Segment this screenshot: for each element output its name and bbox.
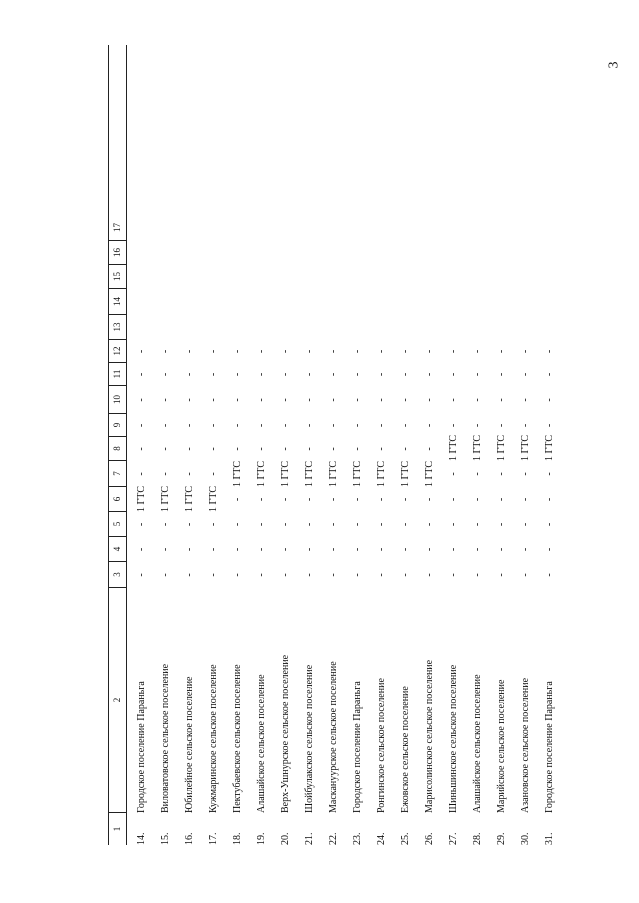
- row-number: 23.: [352, 832, 363, 845]
- cell-col-10: -: [328, 398, 339, 402]
- settlement-name: Шойбулакское сельское поселение: [304, 664, 315, 813]
- cell-col-3: -: [376, 573, 387, 577]
- header-col-15: 15: [109, 265, 126, 289]
- cell-col-4: -: [208, 547, 219, 552]
- cell-col-6: -: [376, 497, 387, 502]
- header-col-11: 11: [109, 363, 126, 386]
- header-col-1: 1: [112, 826, 122, 832]
- cell-col-8: -: [280, 447, 291, 451]
- cell-col-6: -: [544, 497, 555, 502]
- cell-col-11: -: [256, 372, 267, 377]
- cell-col-3: -: [448, 573, 459, 577]
- cell-col-4: -: [184, 547, 195, 552]
- cell-col-3: -: [472, 573, 483, 577]
- header-col-13: 13: [109, 315, 126, 340]
- settlement-name: Ронгинское сельское поселение: [376, 678, 387, 813]
- cell-col-11: -: [352, 372, 363, 377]
- table-row: [322, 45, 346, 845]
- header-col-17: 17: [109, 215, 126, 241]
- table-row: [514, 45, 538, 845]
- cell-col-12: -: [400, 349, 411, 354]
- cell-col-5: -: [160, 522, 171, 527]
- row-number: 14.: [136, 832, 147, 845]
- cell-col-7: -: [184, 472, 195, 476]
- cell-col-5: -: [280, 522, 291, 527]
- cell-col-6: -: [520, 497, 531, 502]
- cell-col-5: -: [496, 522, 507, 527]
- cell-col-6: -: [496, 497, 507, 502]
- cell-col-5: -: [376, 522, 387, 527]
- cell-col-6: 1 ГТС: [136, 485, 147, 512]
- cell-col-3: -: [496, 573, 507, 577]
- cell-col-10: -: [184, 398, 195, 402]
- cell-col-7: -: [136, 472, 147, 476]
- settlement-name: Юбилейное сельское поселение: [184, 676, 195, 813]
- cell-col-3: -: [352, 573, 363, 577]
- settlement-name: Маскануурское сельское поселение: [328, 661, 339, 813]
- table-row: [178, 45, 202, 845]
- cell-col-10: -: [400, 398, 411, 402]
- cell-col-8: 1 ГТС: [472, 434, 483, 461]
- cell-col-3: -: [256, 573, 267, 577]
- cell-col-9: -: [472, 423, 483, 428]
- settlement-name: Городское поселение Параньга: [352, 681, 363, 813]
- cell-col-10: -: [424, 398, 435, 402]
- cell-col-6: -: [328, 497, 339, 502]
- row-number: 19.: [256, 832, 267, 845]
- cell-col-8: -: [424, 447, 435, 451]
- cell-col-5: -: [520, 522, 531, 527]
- cell-col-4: -: [304, 547, 315, 552]
- table-row: [538, 45, 562, 845]
- cell-col-4: -: [280, 547, 291, 552]
- table-row: [370, 45, 394, 845]
- cell-col-10: -: [376, 398, 387, 402]
- row-number: 22.: [328, 832, 339, 845]
- cell-col-12: -: [352, 349, 363, 354]
- settlement-name: Верх-Ушнурское сельское поселение: [280, 654, 291, 813]
- cell-col-9: -: [232, 423, 243, 428]
- cell-col-12: -: [136, 349, 147, 354]
- table-row: [394, 45, 418, 845]
- cell-col-9: -: [376, 423, 387, 428]
- cell-col-4: -: [376, 547, 387, 552]
- table-row: [466, 45, 490, 845]
- table-row: [154, 45, 178, 845]
- cell-col-8: -: [184, 447, 195, 451]
- cell-col-9: -: [208, 423, 219, 428]
- table-row: [490, 45, 514, 845]
- cell-col-4: -: [232, 547, 243, 552]
- cell-col-12: -: [208, 349, 219, 354]
- cell-col-4: -: [400, 547, 411, 552]
- cell-col-10: -: [160, 398, 171, 402]
- row-number: 18.: [232, 832, 243, 845]
- row-number: 20.: [280, 832, 291, 845]
- cell-col-7: 1 ГТС: [256, 460, 267, 487]
- cell-col-4: -: [256, 547, 267, 552]
- cell-col-11: -: [208, 372, 219, 377]
- cell-col-11: -: [304, 372, 315, 377]
- header-col-12: 12: [109, 340, 126, 363]
- cell-col-9: -: [256, 423, 267, 428]
- cell-col-4: -: [496, 547, 507, 552]
- cell-col-12: -: [544, 349, 555, 354]
- cell-col-11: -: [448, 372, 459, 377]
- header-col-9: 9: [109, 414, 126, 437]
- cell-col-7: -: [448, 472, 459, 476]
- cell-col-4: -: [328, 547, 339, 552]
- cell-col-6: -: [304, 497, 315, 502]
- cell-col-12: -: [280, 349, 291, 354]
- cell-col-6: -: [280, 497, 291, 502]
- table-row: [202, 45, 226, 845]
- cell-col-12: -: [304, 349, 315, 354]
- cell-col-5: -: [424, 522, 435, 527]
- row-number: 31.: [544, 832, 555, 845]
- cell-col-5: -: [400, 522, 411, 527]
- cell-col-11: -: [376, 372, 387, 377]
- row-number: 17.: [208, 832, 219, 845]
- cell-col-10: -: [520, 398, 531, 402]
- cell-col-8: -: [208, 447, 219, 451]
- cell-col-9: -: [328, 423, 339, 428]
- cell-col-7: 1 ГТС: [304, 460, 315, 487]
- table-row: [250, 45, 274, 845]
- header-col-16: 16: [109, 241, 126, 265]
- cell-col-9: -: [520, 423, 531, 428]
- cell-col-9: -: [352, 423, 363, 428]
- cell-col-6: -: [232, 497, 243, 502]
- cell-col-5: -: [256, 522, 267, 527]
- cell-col-3: -: [160, 573, 171, 577]
- cell-col-8: -: [256, 447, 267, 451]
- row-number: 30.: [520, 832, 531, 845]
- cell-col-8: -: [352, 447, 363, 451]
- cell-col-12: -: [520, 349, 531, 354]
- row-number: 29.: [496, 832, 507, 845]
- cell-col-7: 1 ГТС: [232, 460, 243, 487]
- cell-col-8: -: [160, 447, 171, 451]
- cell-col-3: -: [544, 573, 555, 577]
- cell-col-11: -: [544, 372, 555, 377]
- row-number: 15.: [160, 832, 171, 845]
- cell-col-9: -: [544, 423, 555, 428]
- cell-col-10: -: [136, 398, 147, 402]
- cell-col-7: 1 ГТС: [280, 460, 291, 487]
- cell-col-8: -: [232, 447, 243, 451]
- cell-col-4: -: [352, 547, 363, 552]
- cell-col-5: -: [232, 522, 243, 527]
- cell-col-9: -: [280, 423, 291, 428]
- cell-col-5: -: [472, 522, 483, 527]
- row-number: 16.: [184, 832, 195, 845]
- cell-col-3: -: [184, 573, 195, 577]
- cell-col-9: -: [448, 423, 459, 428]
- settlement-name: Марисолинское сельское поселение: [424, 659, 435, 813]
- cell-col-11: -: [424, 372, 435, 377]
- cell-col-12: -: [328, 349, 339, 354]
- cell-col-7: -: [544, 472, 555, 476]
- cell-col-5: -: [136, 522, 147, 527]
- cell-col-8: -: [304, 447, 315, 451]
- page-number: 3: [606, 61, 622, 69]
- cell-col-10: -: [208, 398, 219, 402]
- cell-col-5: -: [448, 522, 459, 527]
- cell-col-8: -: [136, 447, 147, 451]
- cell-col-12: -: [472, 349, 483, 354]
- cell-col-7: -: [520, 472, 531, 476]
- cell-col-5: -: [184, 522, 195, 527]
- cell-col-11: -: [280, 372, 291, 377]
- rotated-table: [108, 45, 578, 845]
- cell-col-10: -: [448, 398, 459, 402]
- cell-col-5: -: [352, 522, 363, 527]
- cell-col-6: 1 ГТС: [184, 485, 195, 512]
- cell-col-6: -: [352, 497, 363, 502]
- settlement-name: Городское поселение Параньга: [544, 681, 555, 813]
- cell-col-10: -: [232, 398, 243, 402]
- cell-col-7: -: [496, 472, 507, 476]
- cell-col-7: -: [472, 472, 483, 476]
- cell-col-3: -: [232, 573, 243, 577]
- cell-col-4: -: [160, 547, 171, 552]
- cell-col-6: -: [472, 497, 483, 502]
- cell-col-4: -: [544, 547, 555, 552]
- cell-col-12: -: [256, 349, 267, 354]
- cell-col-3: -: [328, 573, 339, 577]
- cell-col-9: -: [400, 423, 411, 428]
- table-row: [274, 45, 298, 845]
- cell-col-8: -: [400, 447, 411, 451]
- cell-col-12: -: [232, 349, 243, 354]
- row-number: 28.: [472, 832, 483, 845]
- settlement-name: Пектубаевское сельское поселение: [232, 664, 243, 813]
- cell-col-11: -: [520, 372, 531, 377]
- cell-col-12: -: [496, 349, 507, 354]
- header-col-4: 4: [109, 537, 126, 562]
- row-number: 25.: [400, 832, 411, 845]
- cell-col-4: -: [448, 547, 459, 552]
- cell-col-5: -: [328, 522, 339, 527]
- cell-col-3: -: [280, 573, 291, 577]
- cell-col-4: -: [472, 547, 483, 552]
- cell-col-5: -: [208, 522, 219, 527]
- header-col-8: 8: [109, 437, 126, 461]
- cell-col-11: -: [160, 372, 171, 377]
- cell-col-11: -: [136, 372, 147, 377]
- cell-col-9: -: [424, 423, 435, 428]
- cell-col-10: -: [472, 398, 483, 402]
- cell-col-10: -: [280, 398, 291, 402]
- cell-col-10: -: [544, 398, 555, 402]
- table-row: [346, 45, 370, 845]
- cell-col-6: -: [400, 497, 411, 502]
- cell-col-9: -: [160, 423, 171, 428]
- header-col-7: 7: [109, 461, 126, 487]
- table-header-row: [108, 45, 127, 845]
- cell-col-6: -: [448, 497, 459, 502]
- cell-col-8: 1 ГТС: [520, 434, 531, 461]
- cell-col-10: -: [304, 398, 315, 402]
- header-col-3: 3: [109, 562, 126, 588]
- settlement-name: Марийское сельское поселение: [496, 679, 507, 813]
- cell-col-11: -: [472, 372, 483, 377]
- header-col-2: 2: [109, 588, 126, 813]
- cell-col-8: 1 ГТС: [448, 434, 459, 461]
- cell-col-4: -: [520, 547, 531, 552]
- header-col-14: 14: [109, 289, 126, 315]
- cell-col-12: -: [160, 349, 171, 354]
- cell-col-3: -: [424, 573, 435, 577]
- cell-col-6: 1 ГТС: [208, 485, 219, 512]
- cell-col-9: -: [136, 423, 147, 428]
- cell-col-12: -: [448, 349, 459, 354]
- header-col-6: 6: [109, 487, 126, 512]
- settlement-name: Азановское сельское поселение: [520, 677, 531, 813]
- cell-col-7: 1 ГТС: [400, 460, 411, 487]
- settlement-name: Виловатовское сельское поселение: [160, 663, 171, 813]
- row-number: 24.: [376, 832, 387, 845]
- cell-col-7: -: [208, 472, 219, 476]
- cell-col-7: 1 ГТС: [424, 460, 435, 487]
- cell-col-5: -: [544, 522, 555, 527]
- cell-col-12: -: [184, 349, 195, 354]
- cell-col-10: -: [256, 398, 267, 402]
- cell-col-3: -: [208, 573, 219, 577]
- settlement-name: Кужмаринское сельское поселение: [208, 664, 219, 813]
- row-number: 21.: [304, 832, 315, 845]
- cell-col-6: -: [424, 497, 435, 502]
- cell-col-11: -: [184, 372, 195, 377]
- settlement-name: Городское поселение Параньга: [136, 681, 147, 813]
- cell-col-7: 1 ГТС: [328, 460, 339, 487]
- cell-col-8: -: [376, 447, 387, 451]
- table-row: [130, 45, 154, 845]
- settlement-name: Алашайское сельское поселение: [472, 674, 483, 813]
- row-number: 27.: [448, 832, 459, 845]
- settlement-name: Ежовское сельское поселение: [400, 686, 411, 813]
- cell-col-9: -: [304, 423, 315, 428]
- cell-col-8: 1 ГТС: [544, 434, 555, 461]
- cell-col-9: -: [184, 423, 195, 428]
- cell-col-3: -: [136, 573, 147, 577]
- cell-col-12: -: [376, 349, 387, 354]
- cell-col-11: -: [232, 372, 243, 377]
- header-col-5: 5: [109, 512, 126, 537]
- cell-col-3: -: [400, 573, 411, 577]
- cell-col-8: 1 ГТС: [496, 434, 507, 461]
- cell-col-7: 1 ГТС: [376, 460, 387, 487]
- row-number: 26.: [424, 832, 435, 845]
- cell-col-3: -: [520, 573, 531, 577]
- cell-col-9: -: [496, 423, 507, 428]
- table-row: [418, 45, 442, 845]
- cell-col-3: -: [304, 573, 315, 577]
- table-row: [298, 45, 322, 845]
- settlement-name: Шиньшинское сельское поселение: [448, 664, 459, 813]
- table-row: [226, 45, 250, 845]
- cell-col-5: -: [304, 522, 315, 527]
- cell-col-12: -: [424, 349, 435, 354]
- cell-col-10: -: [496, 398, 507, 402]
- cell-col-11: -: [328, 372, 339, 377]
- cell-col-8: -: [328, 447, 339, 451]
- cell-col-7: -: [160, 472, 171, 476]
- cell-col-6: 1 ГТС: [160, 485, 171, 512]
- settlement-name: Алашайское сельское поселение: [256, 674, 267, 813]
- header-col-10: 10: [109, 386, 126, 414]
- table-row: [442, 45, 466, 845]
- cell-col-11: -: [496, 372, 507, 377]
- cell-col-6: -: [256, 497, 267, 502]
- cell-col-10: -: [352, 398, 363, 402]
- cell-col-11: -: [400, 372, 411, 377]
- cell-col-4: -: [424, 547, 435, 552]
- cell-col-7: 1 ГТС: [352, 460, 363, 487]
- cell-col-4: -: [136, 547, 147, 552]
